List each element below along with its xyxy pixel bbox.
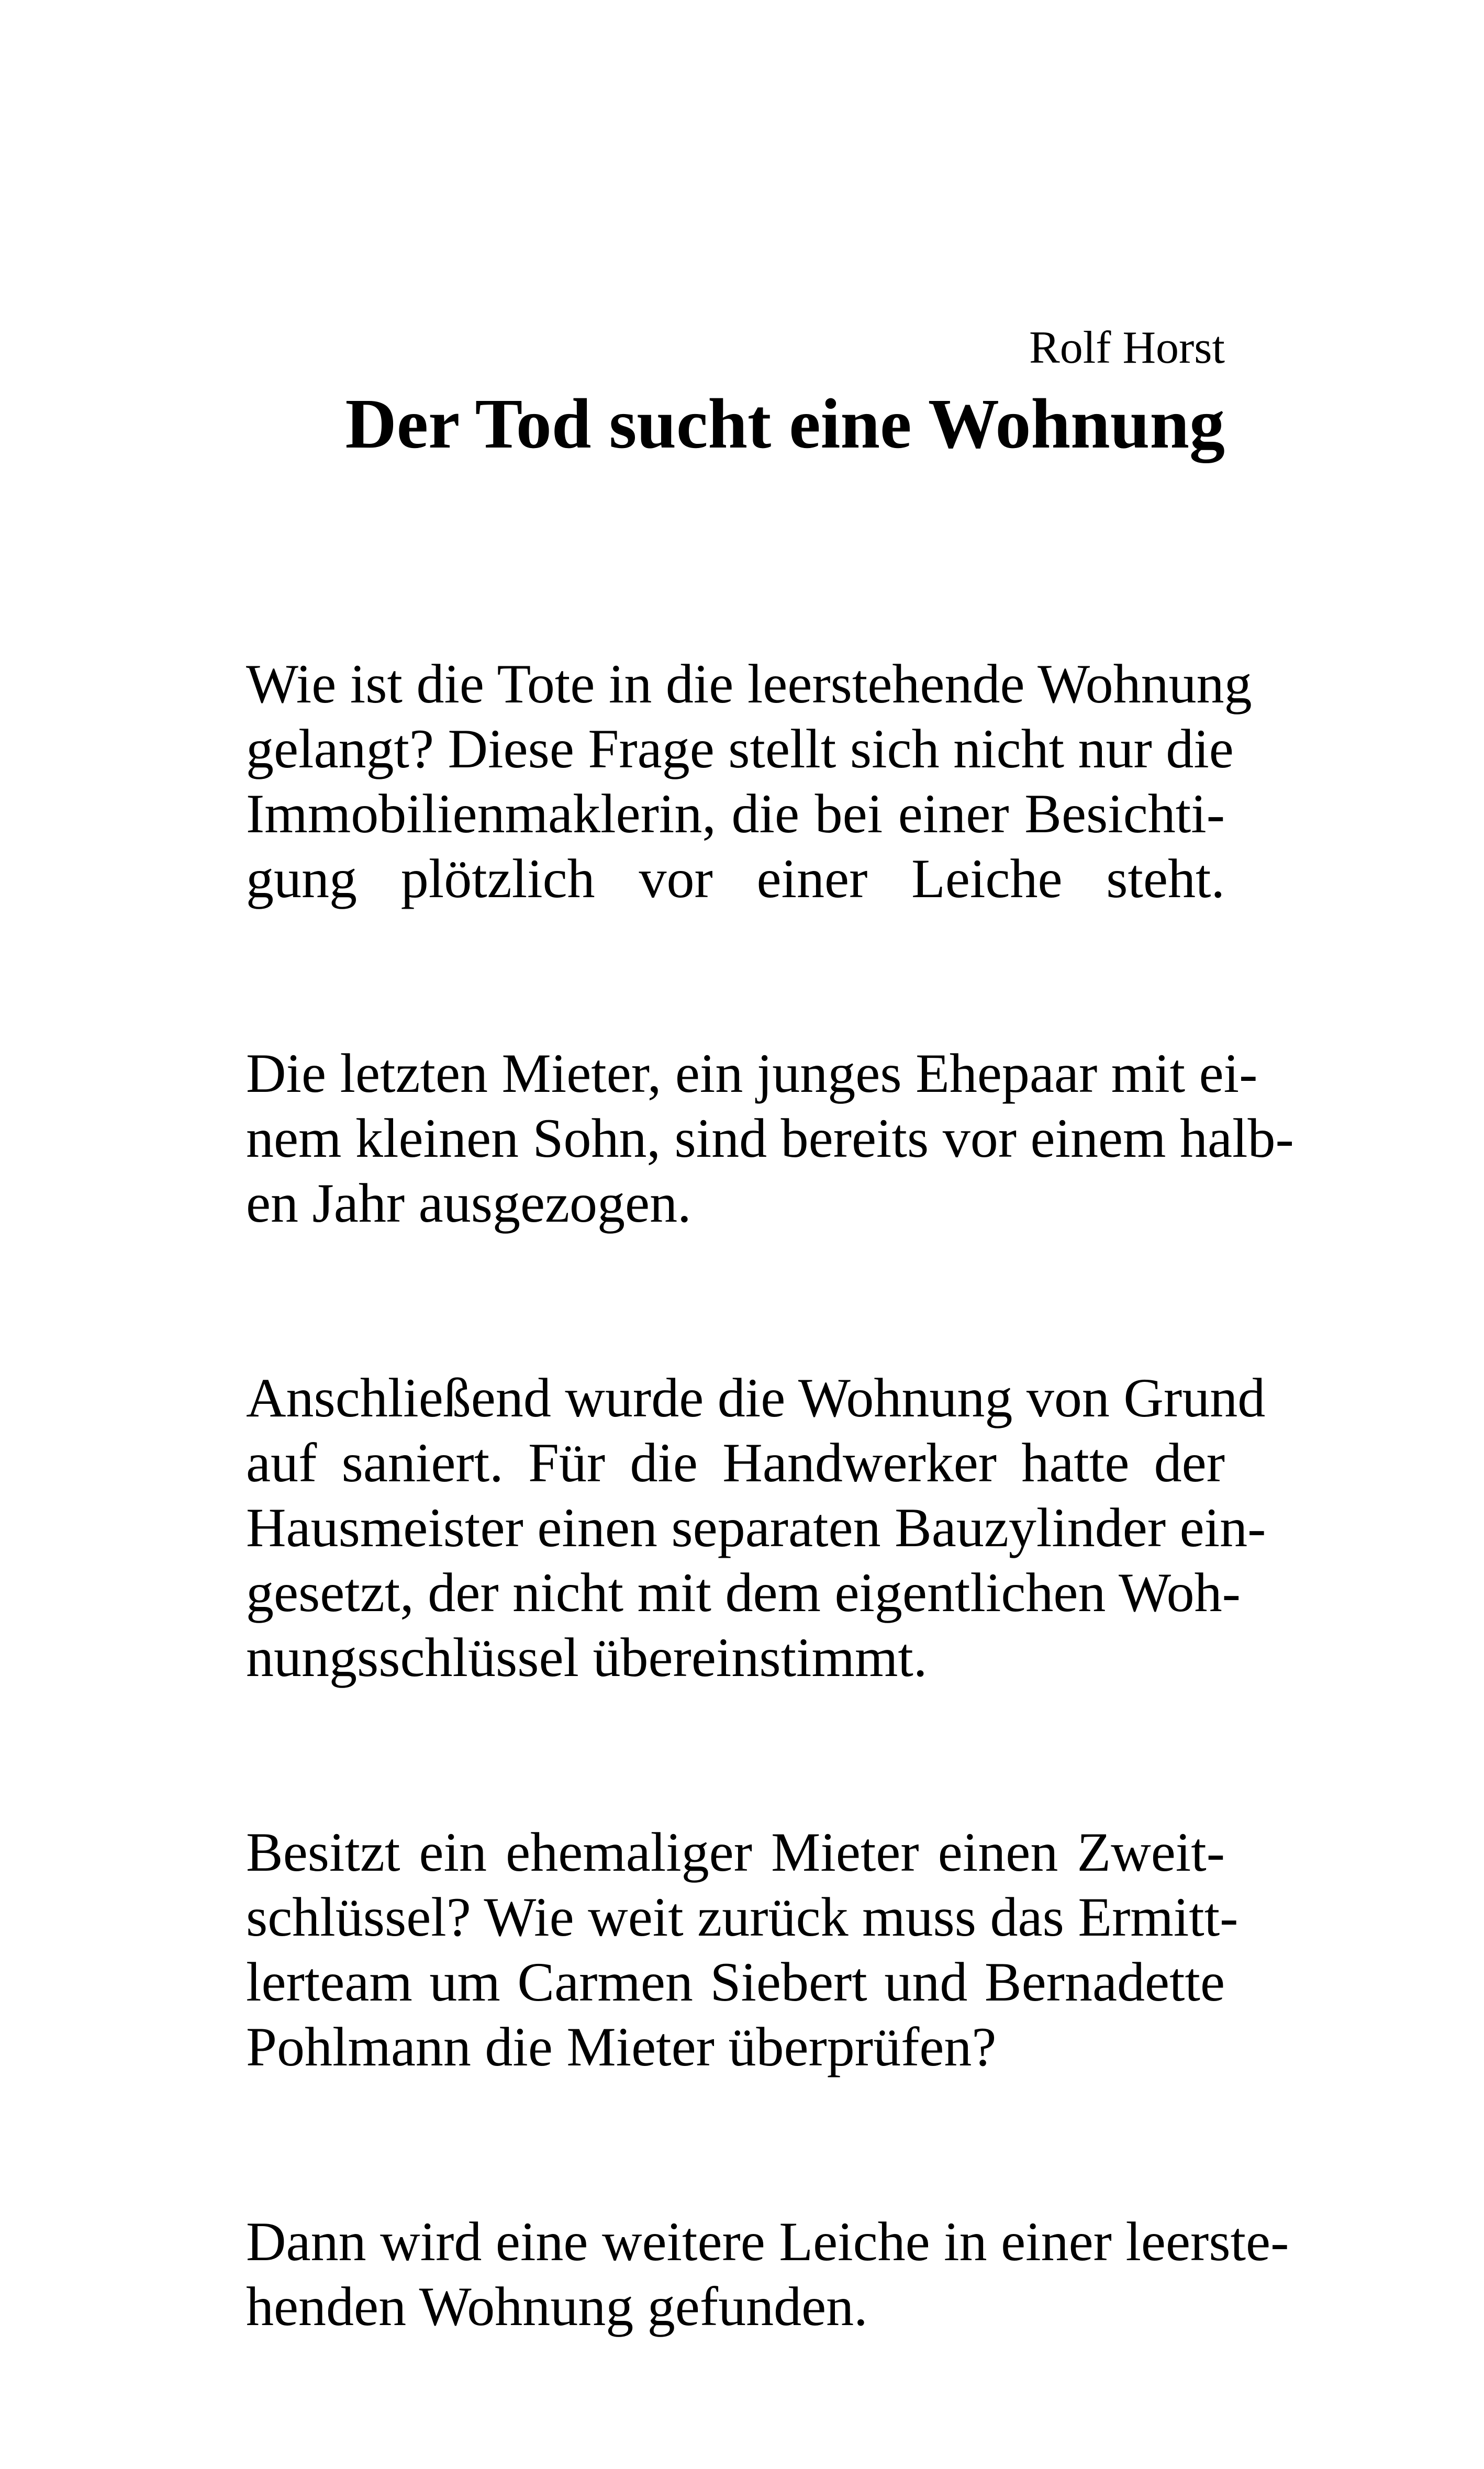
blurb-paragraph	[246, 1820, 1238, 2080]
text-line: Dann wird eine weitere Leiche in einer leerste-	[246, 2211, 1289, 2272]
text-line: gung plötzlich vor einer Leiche steht.	[246, 848, 1225, 909]
blurb-paragraph	[246, 652, 1252, 911]
text-line: lerteam um Carmen Siebert und Bernadette	[246, 1951, 1225, 2013]
text-line: en Jahr ausgezogen.	[246, 1172, 691, 1234]
text-line: gelangt? Diese Frage stellt sich nicht nur die	[246, 718, 1234, 779]
text-line: henden Wohnung gefunden.	[246, 2276, 868, 2337]
blurb-paragraph	[246, 2209, 1289, 2339]
book-header	[246, 314, 1225, 466]
text-line: schlüssel? Wie weit zurück muss das Ermitt-	[246, 1886, 1238, 1948]
text-line: Wie ist die Tote in die leerstehende Wohnung	[246, 653, 1252, 714]
blurb-paragraph	[246, 1041, 1294, 1236]
book-title: Der Tod sucht eine Wohnung	[345, 385, 1225, 463]
blurb-paragraph	[246, 1366, 1266, 1690]
text-line: gesetzt, der nicht mit dem eigentlichen Woh-	[246, 1562, 1241, 1623]
text-line: nungsschlüssel übereinstimmt.	[246, 1627, 928, 1688]
text-line: Die letzten Mieter, ein junges Ehepaar mit ei-	[246, 1043, 1258, 1104]
text-line: Besitzt ein ehemaliger Mieter einen Zweit-	[246, 1822, 1225, 1883]
text-line: Pohlmann die Mieter überprüfen?	[246, 2016, 997, 2077]
text-line: Anschließend wurde die Wohnung von Grund	[246, 1367, 1266, 1428]
text-line: Hausmeister einen separaten Bauzylinder ein-	[246, 1497, 1266, 1558]
text-line: nem kleinen Sohn, sind bereits vor einem halb-	[246, 1108, 1294, 1169]
text-line: auf saniert. Für die Handwerker hatte der	[246, 1432, 1225, 1493]
blurb-text	[246, 652, 1294, 2469]
text-line: Immobilienmaklerin, die bei einer Besichti-	[246, 783, 1225, 844]
author-name: Rolf Horst	[1029, 322, 1225, 373]
